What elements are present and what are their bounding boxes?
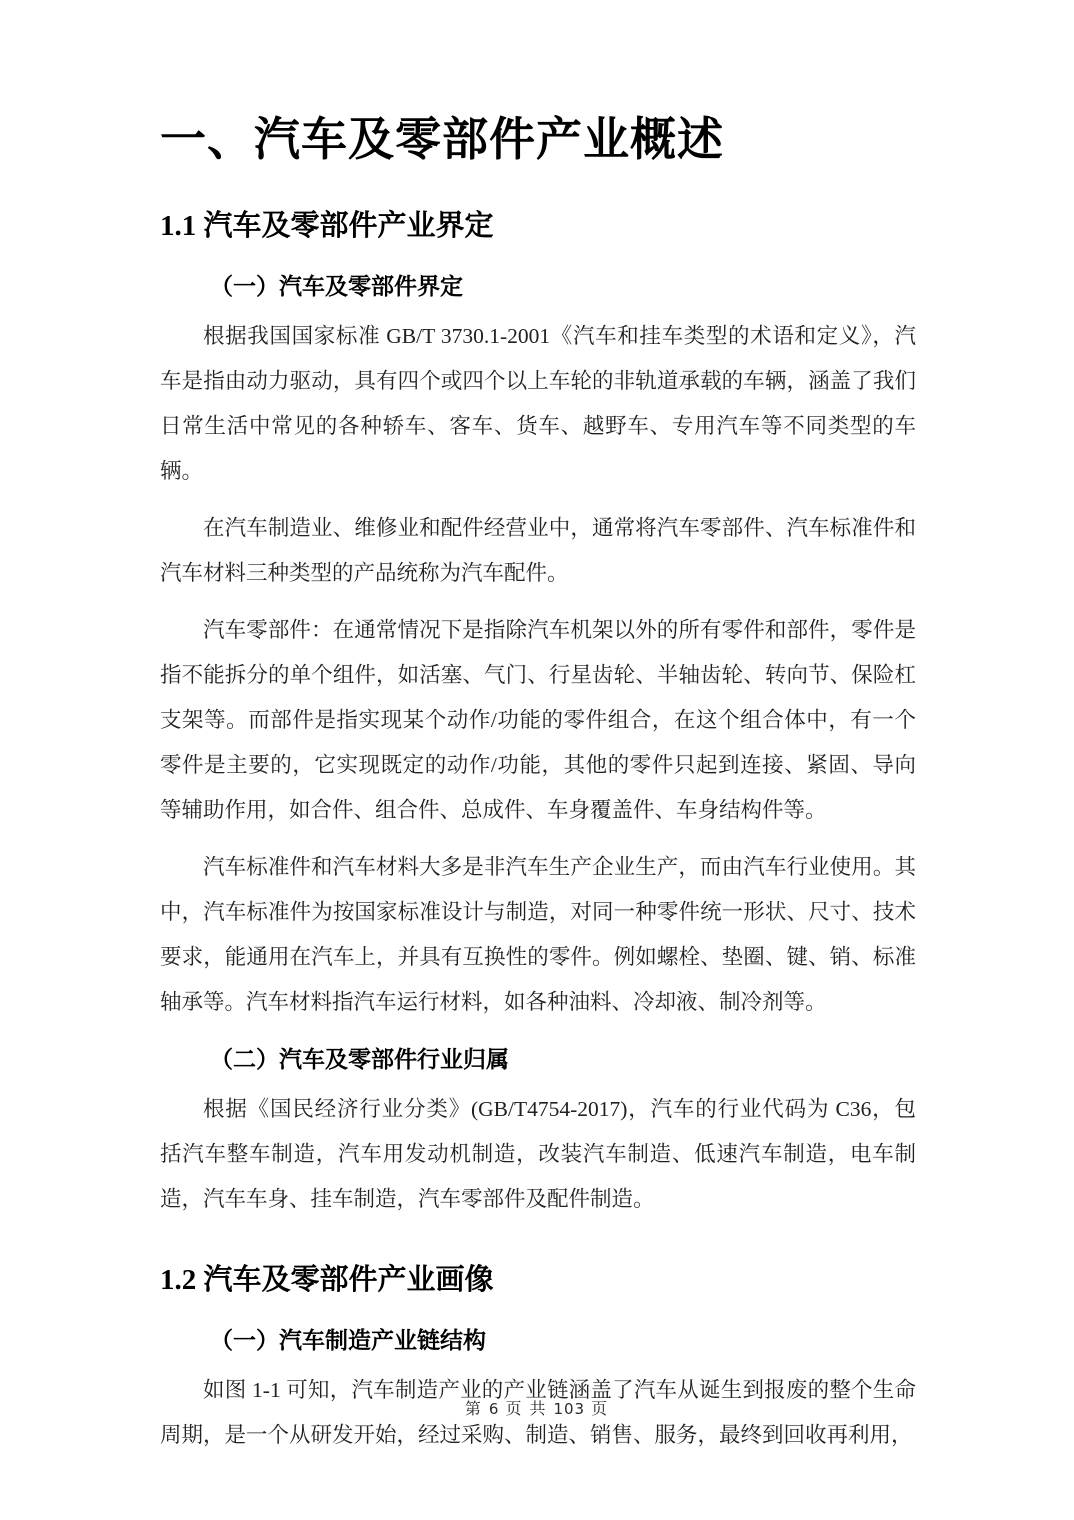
paragraph-definition-1: 根据我国国家标准 GB/T 3730.1-2001《汽车和挂车类型的术语和定义》，汽车是指由动力驱动，具有四个或四个以上车轮的非轨道承载的车辆，涵盖了我们日常生活中常见的各种轿车、客车、货车、越野车、专用汽车等不同类型的车辆。 xyxy=(160,324,916,483)
main-heading: 一、汽车及零部件产业概述 xyxy=(160,114,724,165)
subsection-1-2-1-heading: （一）汽车制造产业链结构 xyxy=(210,1328,486,1353)
section-1-1-heading: 1.1 汽车及零部件产业界定 xyxy=(160,210,494,242)
paragraph-definition-3: 汽车零部件：在通常情况下是指除汽车机架以外的所有零件和部件，零件是指不能拆分的单个组件，如活塞、气门、行星齿轮、半轴齿轮、转向节、保险杠支架等。而部件是指实现某个动作/功能的零件组合，在这个组合体中，有一个零件是主要的，它实现既定的动作/功能，其他的零件只起到连接、紧固、导向等辅助作用，如合件、组合件、总成件、车身覆盖件、车身结构件等。 xyxy=(160,618,916,822)
footer-label-ye1: 页 xyxy=(505,1401,524,1418)
paragraph-definition-2: 在汽车制造业、维修业和配件经营业中，通常将汽车零部件、汽车标准件和汽车材料三种类型的产品统称为汽车配件。 xyxy=(160,516,916,585)
paragraph-industry-chain: 如图 1-1 可知，汽车制造产业的产业链涵盖了汽车从诞生到报废的整个生命周期，是一个从研发开始，经过采购、制造、销售、服务，最终到回收再利用， xyxy=(160,1378,916,1447)
paragraph-definition-4: 汽车标准件和汽车材料大多是非汽车生产企业生产，而由汽车行业使用。其中，汽车标准件为按国家标准设计与制造，对同一种零件统一形状、尺寸、技术要求，能通用在汽车上，并具有互换性的零件。例如螺栓、垫圈、键、销、标准轴承等。汽车材料指汽车运行材料，如各种油料、冷却液、制冷剂等。 xyxy=(160,855,916,1014)
subsection-1-1-1-heading: （一）汽车及零部件界定 xyxy=(210,274,463,299)
footer-label-gong: 共 xyxy=(529,1401,548,1418)
footer-label-di: 第 xyxy=(464,1401,483,1418)
paragraph-industry-classification: 根据《国民经济行业分类》(GB/T4754-2017)，汽车的行业代码为 C36，包括汽车整车制造，汽车用发动机制造，改装汽车制造、低速汽车制造，电车制造，汽车车身、挂车制造，汽车零部件及配件制造。 xyxy=(160,1097,916,1211)
footer-page-number: 6 xyxy=(488,1400,500,1418)
footer-label-ye2: 页 xyxy=(591,1401,610,1418)
footer-total-pages: 103 xyxy=(553,1400,586,1418)
section-1-2-heading: 1.2 汽车及零部件产业画像 xyxy=(160,1264,494,1296)
page-footer xyxy=(0,1396,1074,1419)
subsection-1-1-2-heading: （二）汽车及零部件行业归属 xyxy=(210,1047,509,1072)
